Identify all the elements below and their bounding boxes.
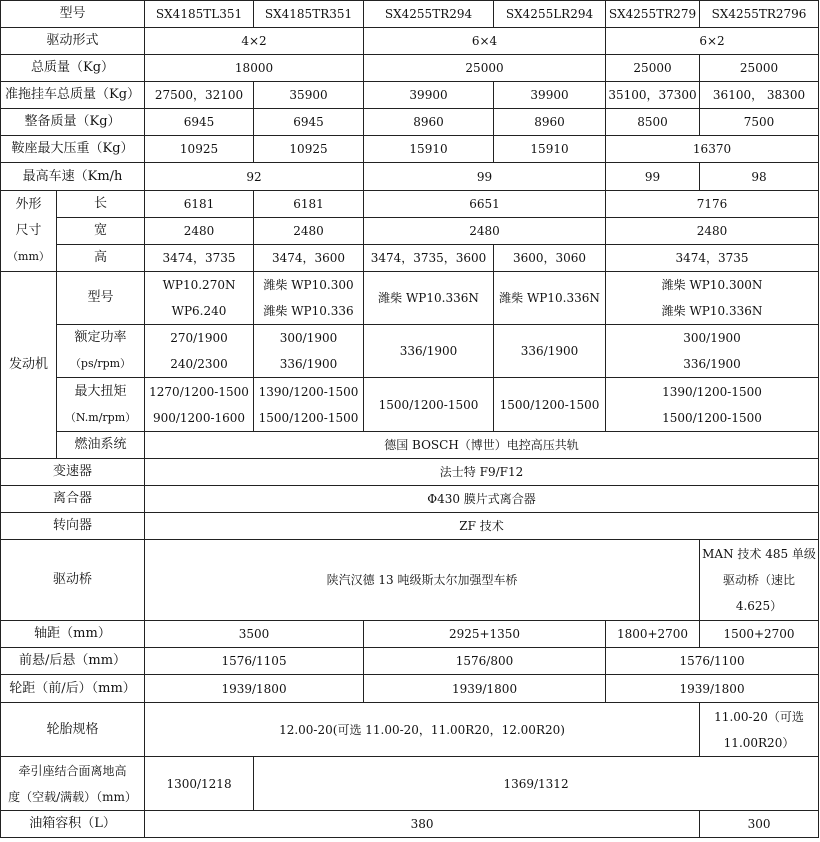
label-torque-line: 最大扭矩 <box>74 383 127 399</box>
label-tire: 轮胎规格 <box>1 703 145 757</box>
engine-model-line: 潍柴 WP10.300 <box>263 278 354 292</box>
power-cell <box>254 325 364 378</box>
power-line: 300/1900 <box>279 331 338 345</box>
engine-model-line: WP6.240 <box>171 304 227 318</box>
saddle-load-cell: 16370 <box>606 136 819 163</box>
torque-cell <box>145 378 254 432</box>
length-cell: 6181 <box>254 191 364 218</box>
label-engine: 发动机 <box>1 272 57 459</box>
power-cell: 336/1900 <box>494 325 606 378</box>
max-speed-cell: 98 <box>700 163 819 191</box>
clutch-cell: Φ430 膜片式离合器 <box>145 486 819 513</box>
drive-cell: 4×2 <box>145 28 364 55</box>
engine-model-cell <box>145 272 254 325</box>
label-coupling-line: 牵引座结合面离地高 <box>18 763 127 778</box>
curb-cell: 6945 <box>145 109 254 136</box>
curb-cell: 6945 <box>254 109 364 136</box>
label-width: 宽 <box>57 218 145 245</box>
overhang-cell: 1576/1100 <box>606 648 819 675</box>
model-cell: SX4255TR2796 <box>700 1 819 28</box>
wheelbase-cell: 1500+2700 <box>700 621 819 648</box>
tire-cell: 12.00-20(可选 11.00-20，11.00R20，12.00R20) <box>145 703 700 757</box>
gross-mass-cell: 25000 <box>700 55 819 82</box>
model-cell: SX4255TR294 <box>364 1 494 28</box>
row-track <box>1 675 819 703</box>
label-clutch: 离合器 <box>1 486 145 513</box>
saddle-load-cell: 15910 <box>364 136 494 163</box>
label-torque <box>57 378 145 432</box>
label-dimensions <box>1 191 57 272</box>
overhang-cell: 1576/800 <box>364 648 606 675</box>
torque-line: 1390/1200-1500 <box>258 384 359 399</box>
engine-model-cell <box>606 272 819 325</box>
saddle-load-cell: 15910 <box>494 136 606 163</box>
model-cell: SX4185TL351 <box>145 1 254 28</box>
row-gearbox <box>1 459 819 486</box>
label-dimensions-line: （mm） <box>7 250 50 263</box>
overhang-cell: 1576/1105 <box>145 648 364 675</box>
row-torque <box>1 378 819 432</box>
row-drive <box>1 28 819 55</box>
row-tank <box>1 811 819 838</box>
width-cell: 2480 <box>364 218 606 245</box>
label-steering: 转向器 <box>1 513 145 540</box>
curb-cell: 8960 <box>364 109 494 136</box>
track-cell: 1939/1800 <box>145 675 364 703</box>
label-power-line: 额定功率 <box>74 330 127 345</box>
row-power <box>1 325 819 378</box>
label-coupling-height <box>1 757 145 811</box>
row-coupling-height <box>1 757 819 811</box>
engine-model-line: 潍柴 WP10.300N <box>661 278 763 292</box>
label-gcw: 准拖挂车总质量（Kg） <box>1 82 145 109</box>
height-cell: 3474，3735，3600 <box>364 245 494 272</box>
label-overhang: 前悬/后悬（mm） <box>1 648 145 675</box>
gross-mass-cell: 18000 <box>145 55 364 82</box>
gcw-cell: 35900 <box>254 82 364 109</box>
power-line: 336/1900 <box>279 357 338 371</box>
gross-mass-cell: 25000 <box>606 55 700 82</box>
model-cell: SX4255TR279 <box>606 1 700 28</box>
model-cell: SX4185TR351 <box>254 1 364 28</box>
label-saddle-load: 鞍座最大压重（Kg） <box>1 136 145 163</box>
height-cell: 3474，3600 <box>254 245 364 272</box>
gcw-cell: 35100，37300 <box>606 82 700 109</box>
label-height: 高 <box>57 245 145 272</box>
label-fuel: 燃油系统 <box>57 432 145 459</box>
row-max-speed <box>1 163 819 191</box>
label-axle: 驱动桥 <box>1 540 145 621</box>
steering-cell: ZF 技术 <box>145 513 819 540</box>
torque-cell <box>254 378 364 432</box>
width-cell: 2480 <box>145 218 254 245</box>
label-wheelbase: 轴距（mm） <box>1 621 145 648</box>
coupling-cell: 1300/1218 <box>145 757 254 811</box>
row-model <box>1 1 819 28</box>
row-length <box>1 191 819 218</box>
row-fuel <box>1 432 819 459</box>
power-line: 270/1900 <box>170 331 228 345</box>
model-cell: SX4255LR294 <box>494 1 606 28</box>
torque-cell: 1500/1200-1500 <box>364 378 494 432</box>
power-cell <box>606 325 819 378</box>
axle-cell: MAN 技术 485 单级驱动桥（速比 4.625） <box>700 540 819 621</box>
height-cell: 3474，3735 <box>606 245 819 272</box>
power-line: 300/1900 <box>683 331 741 345</box>
torque-line: 1500/1200-1500 <box>258 410 359 425</box>
row-steering <box>1 513 819 540</box>
tire-cell: 11.00-20（可选 11.00R20） <box>700 703 819 757</box>
torque-line: 1270/1200-1500 <box>149 384 249 399</box>
label-drive: 驱动形式 <box>1 28 145 55</box>
row-curb-mass <box>1 109 819 136</box>
label-dimensions-line: 外形 <box>15 197 42 212</box>
torque-line: 1500/1200-1500 <box>662 410 762 425</box>
saddle-load-cell: 10925 <box>145 136 254 163</box>
row-axle <box>1 540 819 621</box>
engine-model-cell: 潍柴 WP10.336N <box>364 272 494 325</box>
track-cell: 1939/1800 <box>606 675 819 703</box>
label-curb-mass: 整备质量（Kg） <box>1 109 145 136</box>
wheelbase-cell: 1800+2700 <box>606 621 700 648</box>
row-gross-mass <box>1 55 819 82</box>
label-track: 轮距（前/后）（mm） <box>1 675 145 703</box>
engine-model-cell <box>254 272 364 325</box>
gcw-cell: 39900 <box>494 82 606 109</box>
height-cell: 3600，3060 <box>494 245 606 272</box>
label-power <box>57 325 145 378</box>
drive-cell: 6×2 <box>606 28 819 55</box>
engine-model-line: 潍柴 WP10.336 <box>263 304 354 318</box>
curb-cell: 8960 <box>494 109 606 136</box>
length-cell: 7176 <box>606 191 819 218</box>
row-gcw <box>1 82 819 109</box>
power-cell <box>145 325 254 378</box>
length-cell: 6651 <box>364 191 606 218</box>
label-gearbox: 变速器 <box>1 459 145 486</box>
label-engine-model: 型号 <box>57 272 145 325</box>
width-cell: 2480 <box>254 218 364 245</box>
curb-cell: 7500 <box>700 109 819 136</box>
label-torque-line: （N.m/rpm） <box>64 410 137 424</box>
engine-model-line: WP10.270N <box>162 278 236 292</box>
label-length: 长 <box>57 191 145 218</box>
row-overhang <box>1 648 819 675</box>
row-engine-model <box>1 272 819 325</box>
power-line: 336/1900 <box>683 357 741 371</box>
label-power-line: （ps/rpm） <box>69 357 132 370</box>
label-max-speed: 最高车速（Km/h <box>1 163 145 191</box>
row-tire <box>1 703 819 757</box>
power-cell: 336/1900 <box>364 325 494 378</box>
max-speed-cell: 92 <box>145 163 364 191</box>
gcw-cell: 39900 <box>364 82 494 109</box>
row-saddle-load <box>1 136 819 163</box>
label-gross-mass: 总质量（Kg） <box>1 55 145 82</box>
gcw-cell: 27500，32100 <box>145 82 254 109</box>
gearbox-cell: 法士特 F9/F12 <box>145 459 819 486</box>
saddle-load-cell: 10925 <box>254 136 364 163</box>
engine-model-line: 潍柴 WP10.336N <box>661 304 763 318</box>
torque-cell: 1500/1200-1500 <box>494 378 606 432</box>
row-width <box>1 218 819 245</box>
wheelbase-cell: 2925+1350 <box>364 621 606 648</box>
max-speed-cell: 99 <box>364 163 606 191</box>
torque-cell <box>606 378 819 432</box>
torque-line: 900/1200-1600 <box>152 410 246 425</box>
tank-cell: 300 <box>700 811 819 838</box>
label-tank: 油箱容积（L） <box>1 811 145 838</box>
width-cell: 2480 <box>606 218 819 245</box>
length-cell: 6181 <box>145 191 254 218</box>
engine-model-cell: 潍柴 WP10.336N <box>494 272 606 325</box>
gcw-cell: 36100， 38300 <box>700 82 819 109</box>
coupling-cell: 1369/1312 <box>254 757 819 811</box>
fuel-cell: 德国 BOSCH（博世）电控高压共轨 <box>145 432 819 459</box>
max-speed-cell: 99 <box>606 163 700 191</box>
wheelbase-cell: 3500 <box>145 621 364 648</box>
label-dimensions-line: 尺寸 <box>15 223 42 238</box>
label-coupling-line: 度（空载/满载）（mm） <box>8 789 137 804</box>
height-cell: 3474，3735 <box>145 245 254 272</box>
row-height <box>1 245 819 272</box>
track-cell: 1939/1800 <box>364 675 606 703</box>
label-model: 型号 <box>1 1 145 28</box>
power-line: 240/2300 <box>170 357 228 371</box>
curb-cell: 8500 <box>606 109 700 136</box>
drive-cell: 6×4 <box>364 28 606 55</box>
row-wheelbase <box>1 621 819 648</box>
tank-cell: 380 <box>145 811 700 838</box>
torque-line: 1390/1200-1500 <box>662 384 762 399</box>
axle-cell: 陕汽汉德 13 吨级斯太尔加强型车桥 <box>145 540 700 621</box>
row-clutch <box>1 486 819 513</box>
gross-mass-cell: 25000 <box>364 55 606 82</box>
